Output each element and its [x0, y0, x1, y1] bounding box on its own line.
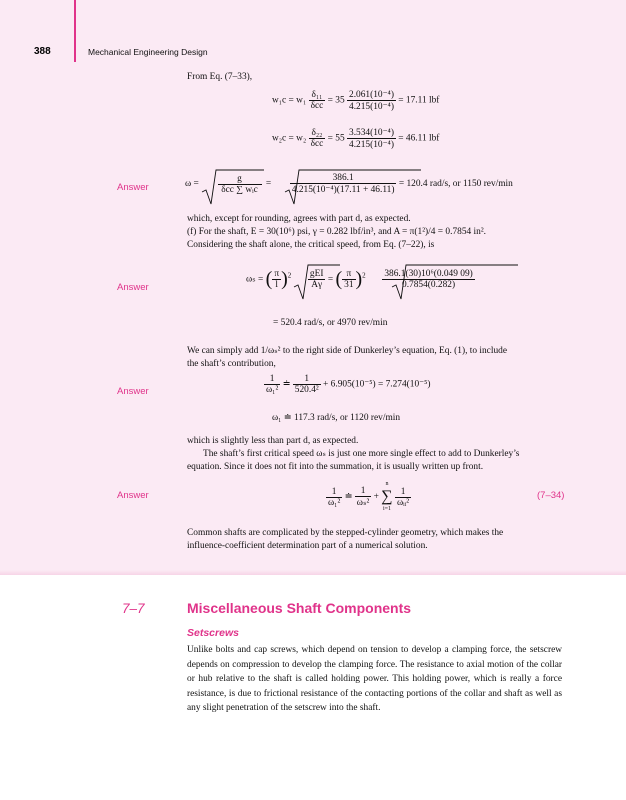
ws-ay: Aγ [311, 280, 323, 290]
ws-num2: 386.1(30)10⁶(0.049 09) [384, 269, 473, 279]
equation-number: (7–34) [537, 490, 565, 501]
equation-dunkerley [264, 374, 431, 395]
w1c-num2: 2.061(10⁻⁴) [349, 90, 394, 100]
ws-lhs: ωₛ = [246, 274, 264, 285]
omega-den: δcc ∑ wᵢc [221, 184, 258, 195]
ws-gei: gEI [309, 269, 324, 279]
header-rule [74, 0, 76, 62]
equation-w1c [272, 89, 439, 112]
equation-7-34 [326, 480, 411, 514]
subheading: Setscrews [187, 627, 239, 639]
g-bot: i=1 [382, 506, 391, 512]
dk-rest: + 6.905(10⁻⁵) = 7.274(10⁻⁵) [323, 379, 431, 390]
omega-den2: 4.215(10⁻⁴)(17.11 + 46.11) [291, 185, 395, 195]
equation-w2c [272, 127, 439, 150]
w2c-den: δcc [310, 139, 324, 149]
answer-label-1: Answer [117, 182, 149, 193]
g-plus: + [373, 492, 379, 503]
add-text-1: We can simply add 1/ωₛ² to the right side of Dunkerley’s equation, Eq. (1), to include [187, 346, 507, 356]
w1c-num: δ₁₁ [309, 90, 326, 101]
w2c-mid: = 55 [327, 133, 345, 144]
w2c-num: δ₂₂ [309, 128, 326, 139]
common-text-1: Common shafts are complicated by the stepped-cylinder geometry, which makes the [187, 528, 504, 538]
g-one-1: 1 [326, 487, 342, 498]
g-top: n [385, 481, 389, 487]
page-number: 388 [34, 46, 51, 57]
w2c-num2: 3.534(10⁻⁴) [349, 128, 394, 138]
common-text-2: influence-coefficient determination part of a numerical solution. [187, 541, 428, 551]
dk-den: ω₁² [266, 385, 279, 395]
g-den2: ωₛ² [356, 498, 370, 508]
answer-label-3: Answer [117, 386, 149, 397]
ws-pi: π [274, 269, 280, 279]
w1c-den2: 4.215(10⁻⁴) [349, 102, 394, 112]
dk-one-2: 1 [293, 374, 321, 385]
dk-den2: 520.4² [294, 385, 319, 395]
add-text-2: the shaft’s contribution, [187, 359, 276, 369]
single-text-2: equation. Since it does not fit into the summation, it is usually written up front. [187, 462, 484, 472]
ws-31: 31 [344, 280, 354, 290]
less-text: which is slightly less than part d, as expected. [187, 436, 359, 446]
w2c-den2: 4.215(10⁻⁴) [349, 140, 394, 150]
equation-omega: ω = $\frac{g}{\text{δcc ∑ wᵢc}}$ = $\frac{386.1}{\text{4.215(10⁻⁴)(17.11 + 46.11)}}$ = 120.4 rad/s, or 1150 rev/min [185, 173, 513, 195]
g-den1: ω₁² [328, 497, 341, 508]
equation-omega-s: ωₛ = ( $\frac{\pi}{l}$ )$^2$ $\frac{\text{gEI}}{A\gamma}$ = ( $\frac{\pi}{31}$ )$^2$ $\frac{\text{386.1(30)10⁶(0.049 09)}}{0.7854(0.282)}$ [246, 268, 473, 290]
g-approx: ≐ [344, 492, 353, 503]
ws-den2: 0.7854(0.282) [402, 280, 456, 290]
g-sum: ∑ [381, 488, 393, 505]
from-eq-text: From Eq. (7–33), [187, 72, 253, 82]
agree-text: which, except for rounding, agrees with part d, as expected. [187, 214, 411, 224]
g-den3: ωᵢᵢ² [397, 497, 410, 508]
w1c-lhs: w₁c = w₁ [272, 95, 307, 106]
omega-lhs: ω = [185, 179, 199, 190]
running-head: Mechanical Engineering Design [88, 47, 208, 57]
dk-one: 1 [264, 374, 280, 385]
answer-label-4: Answer [117, 490, 149, 501]
dk-approx: ≐ [282, 379, 291, 390]
result-text: = 520.4 rad/s, or 4970 rev/min [273, 318, 388, 328]
g-one-3: 1 [395, 487, 411, 498]
section-number: 7–7 [122, 601, 145, 616]
omega1-text: ω₁ ≐ 117.3 rad/s, or 1120 rev/min [272, 413, 401, 423]
w1c-result: = 17.11 lbf [398, 95, 440, 106]
setscrews-paragraph: Unlike bolts and cap screws, which depend on tension to develop a clamping force, the setscrew depends on compression to develop the clamping force. The resistance to axial motion of the collar or hub relative to the shaft is called holding power. This holding power, which is really a force resistance, is due to frictional resistance of the contacting portions of the collar and shaft as well as any slight penetration of the setscrew into the shaft. [187, 645, 562, 713]
omega-result: = 120.4 rad/s, or 1150 rev/min [398, 179, 513, 190]
omega-num: g [218, 174, 262, 185]
shaft-text: (f) For the shaft, E = 30(10⁶) psi, γ = 0.282 lbf/in³, and A = π(1²)/4 = 0.7854 in². [187, 227, 486, 237]
alone-text: Considering the shaft alone, the critical speed, from Eq. (7–22), is [187, 240, 435, 250]
w2c-result: = 46.11 lbf [398, 133, 440, 144]
answer-label-2: Answer [117, 282, 149, 293]
section-title: Miscellaneous Shaft Components [187, 600, 412, 616]
ws-l: l [275, 280, 278, 290]
w1c-den: δcc [310, 101, 324, 111]
w2c-lhs: w₂c = w₂ [272, 133, 307, 144]
g-one-2: 1 [355, 486, 371, 497]
single-text-1: The shaft’s first critical speed ωₛ is just one more single effect to add to Dunkerley’s [203, 449, 520, 459]
omega-num2: 386.1 [290, 173, 397, 184]
w1c-mid: = 35 [327, 95, 345, 106]
ws-pi-2: π [342, 269, 355, 280]
